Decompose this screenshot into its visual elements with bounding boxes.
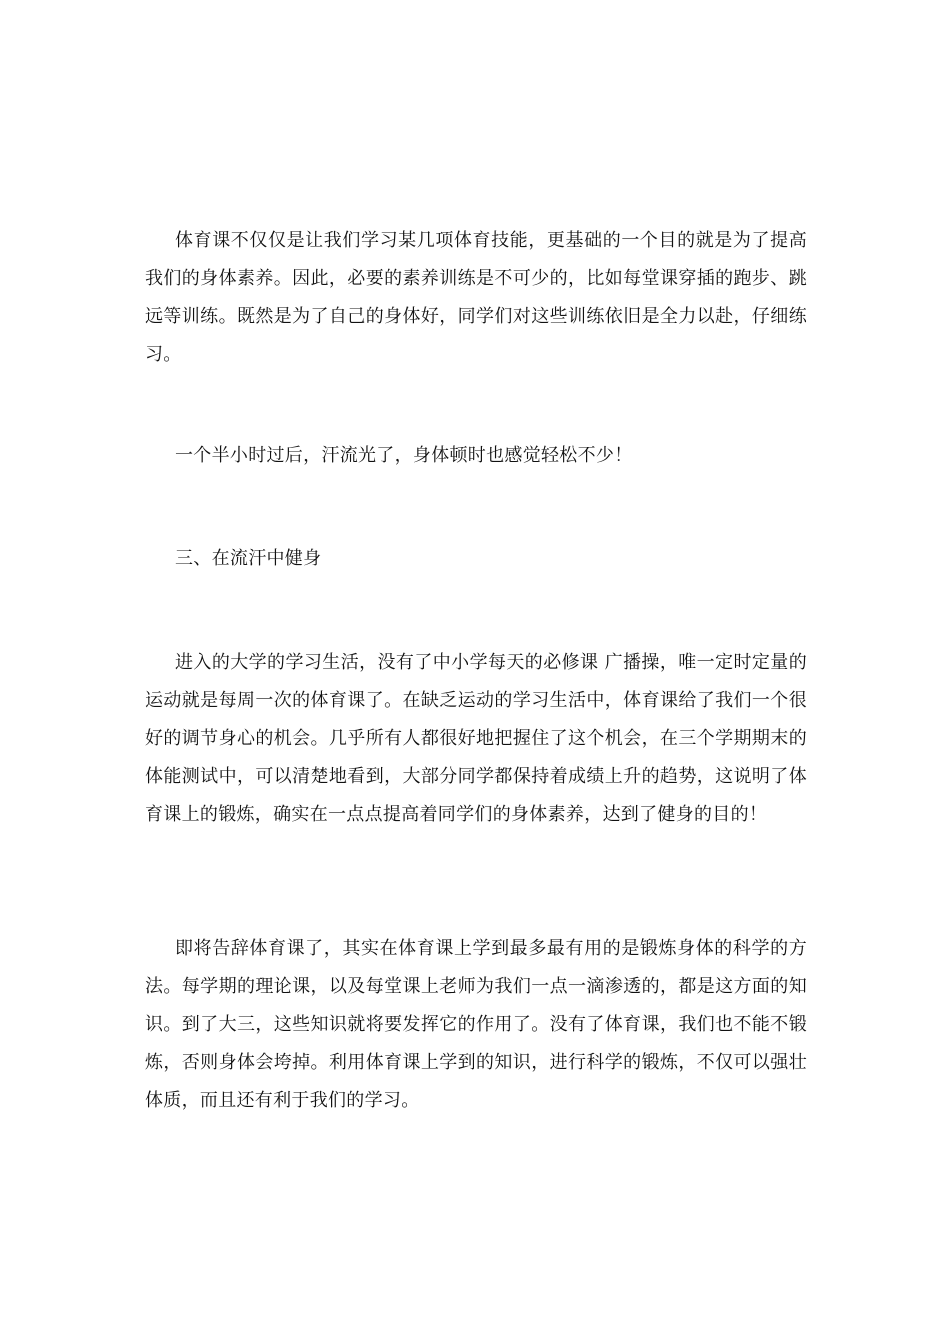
paragraph-training: 体育课不仅仅是让我们学习某几项体育技能，更基础的一个目的就是为了提高我们的身体素养。因此，必要的素养训练是不可少的，比如每堂课穿插的跑步、跳远等训练。既然是为了自己的身体好，同学们对这些训练依旧是全力以赴，仔细练习。 [145,230,807,365]
paragraph-university-life: 进入的大学的学习生活，没有了中小学每天的必修课 广播操，唯一定时定量的运动就是每周一次的体育课了。在缺乏运动的学习生活中，体育课给了我们一个很好的调节身心的机会。几乎所有人都很好地把握住了这个机会，在三个学期期末的体能测试中，可以清楚地看到，大部分同学都保持着成绩上升的趋势，这说明了体育课上的锻炼，确实在一点点提高着同学们的身体素养，达到了健身的目的！ [145,652,807,825]
section-heading-fitness: 三、在流汗中健身 [175,548,322,569]
paragraph-after-class: 一个半小时过后，汗流光了，身体顿时也感觉轻松不少！ [175,445,633,466]
paragraph-farewell: 即将告辞体育课了，其实在体育课上学到最多最有用的是锻炼身体的科学的方法。每学期的理论课，以及每堂课上老师为我们一点一滴渗透的，都是这方面的知识。到了大三，这些知识就将要发挥它的作用了。没有了体育课，我们也不能不锻炼，否则身体会垮掉。利用体育课上学到的知识，进行科学的锻炼，不仅可以强壮体质，而且还有利于我们的学习。 [145,938,807,1111]
